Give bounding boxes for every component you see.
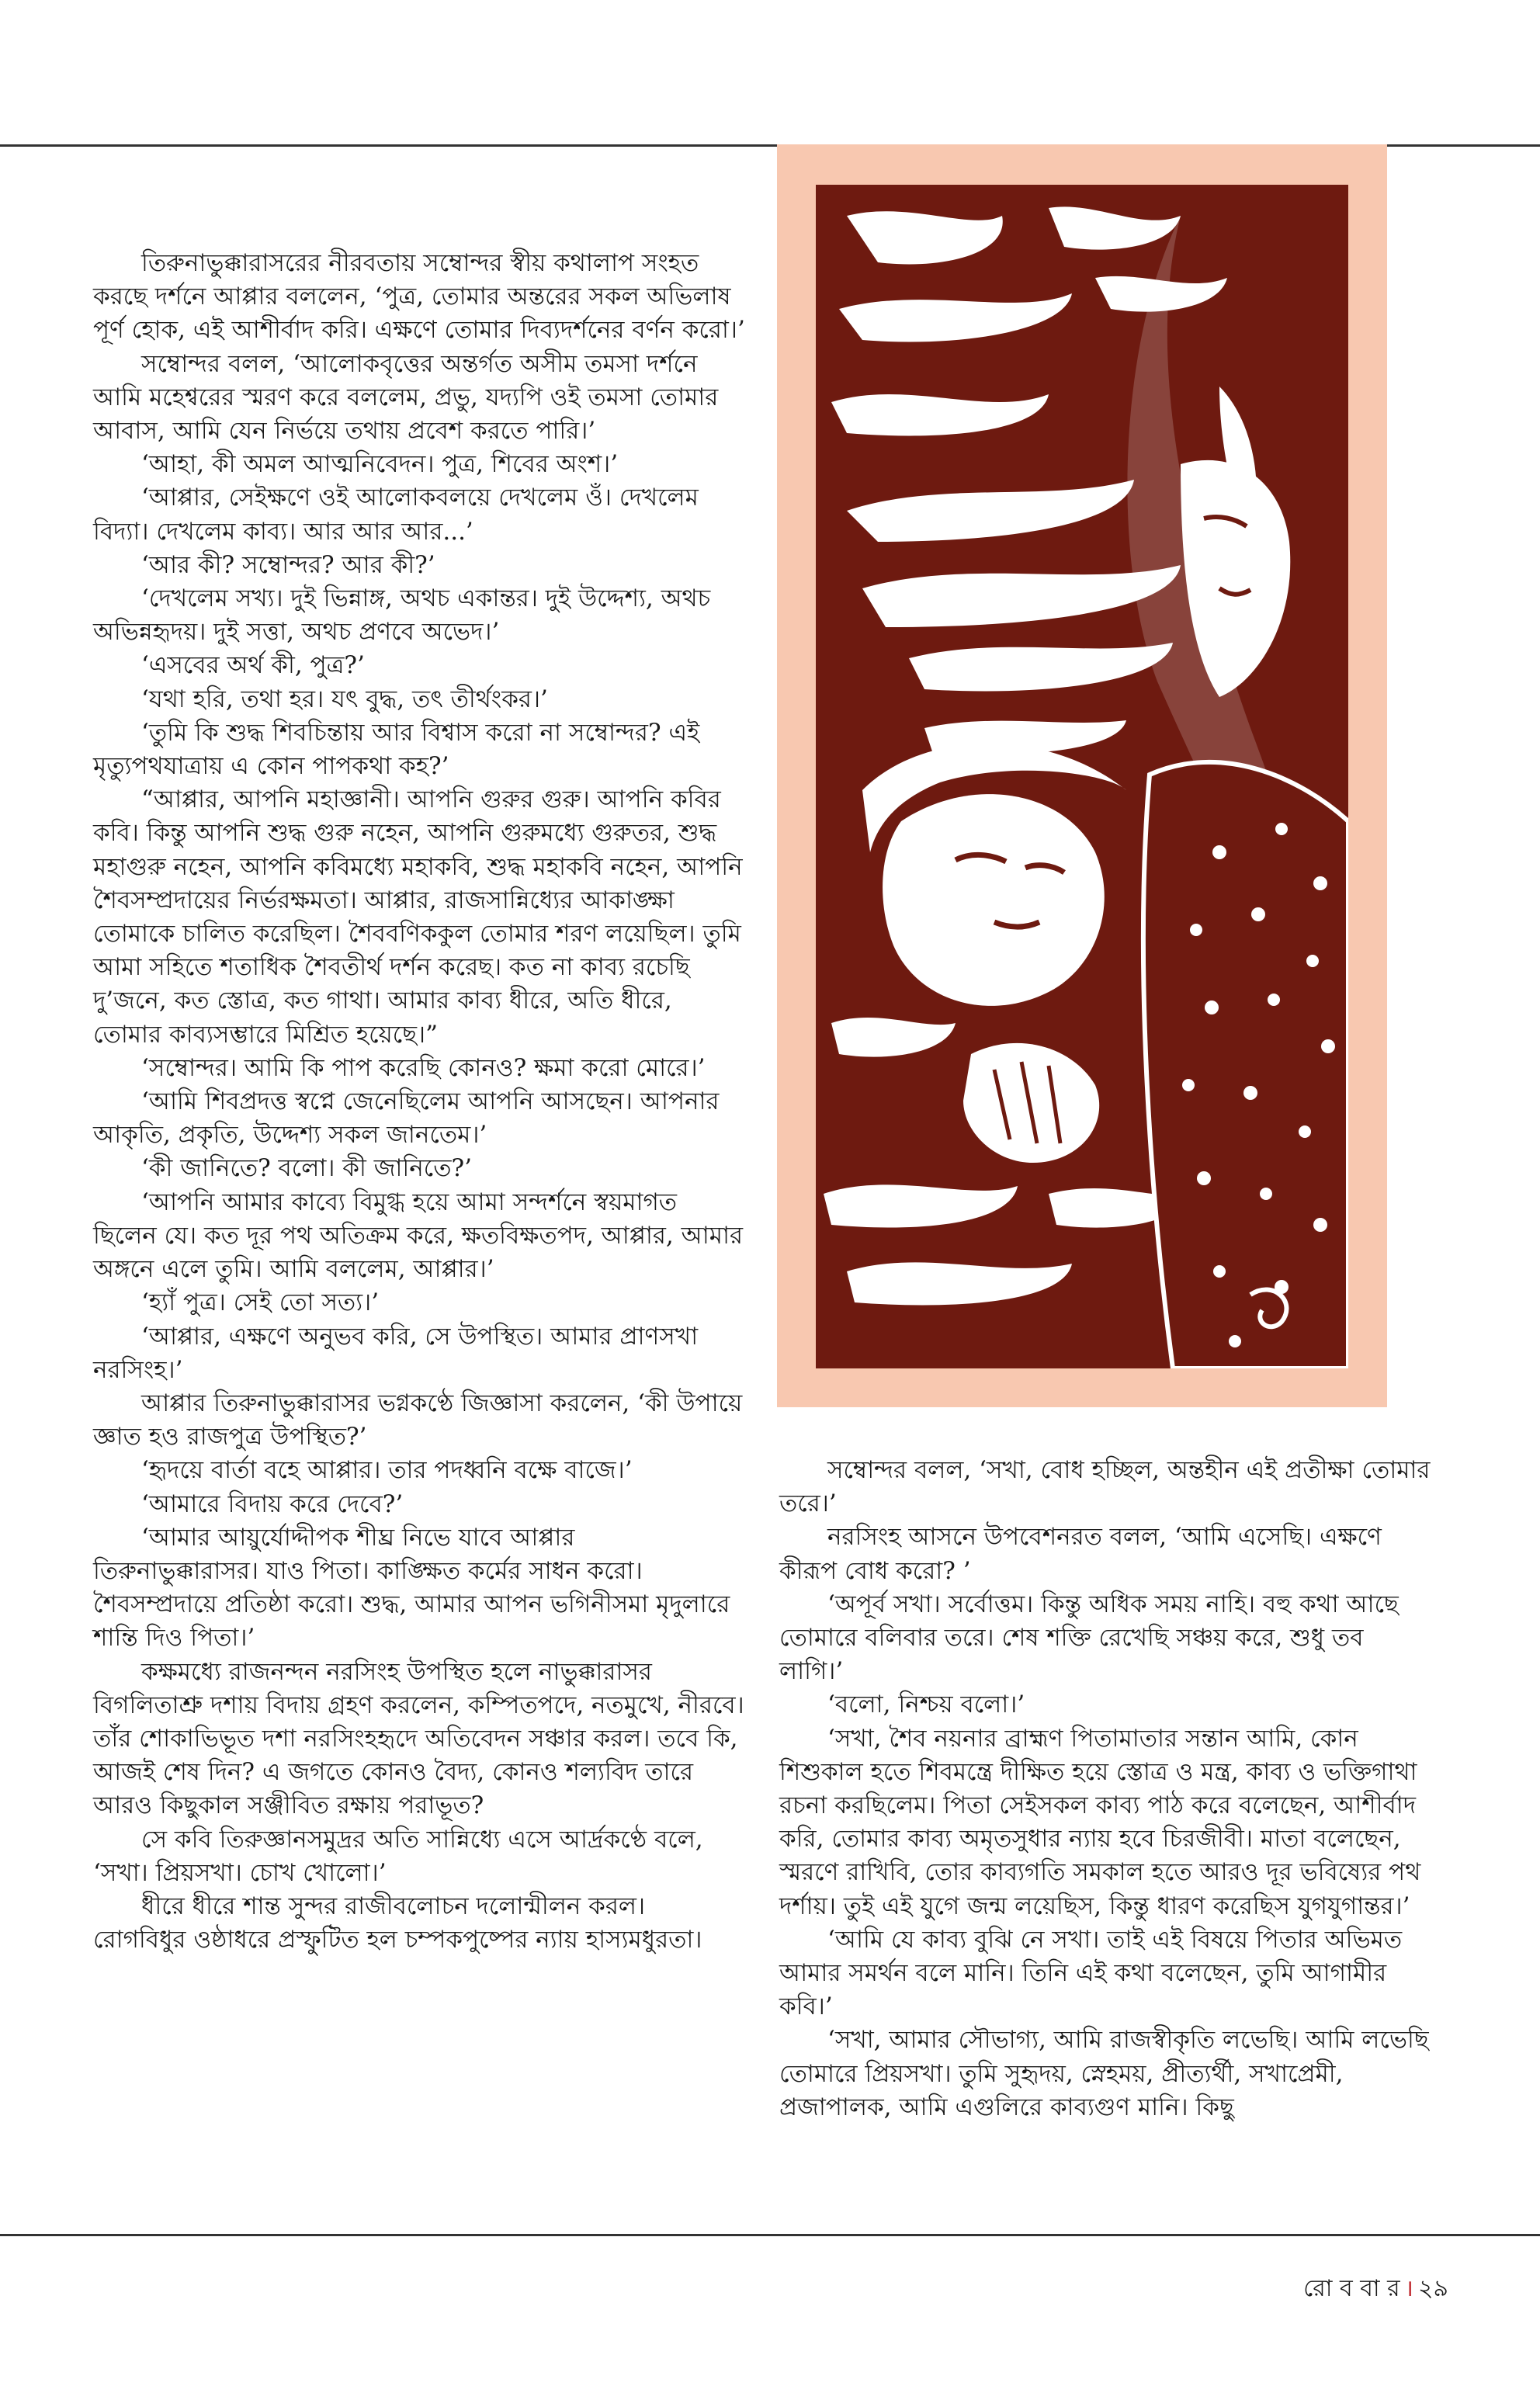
paragraph: ‘হৃদয়ে বার্তা বহে আপ্পার। তার পদধ্বনি বক্ষে বাজে।’ <box>141 1456 633 1485</box>
paragraph: ‘আপনি আমার কাব্যে বিমুগ্ধ হয়ে আমা সন্দর্শনে স্বয়মাগত ছিলেন যে। কত দূর পথ অতিক্রম করে, ক্ষতবিক্ষতপদ, আপ্পার, আমার অঙ্গনে এলে তুমি। আমি বললেম, আপ্পার।’ <box>93 1188 744 1284</box>
paragraph: ‘দেখলেম সখ্য। দুই ভিন্নাঙ্গ, অথচ একান্তর। দুই উদ্দেশ্য, অথচ অভিন্নহৃদয়। দুই সত্তা, অথচ প্রণবে অভেদ।’ <box>93 584 711 647</box>
paragraph: ‘আমারে বিদায় করে দেবে?’ <box>141 1490 404 1518</box>
left-text-column <box>93 247 745 1957</box>
paragraph: ‘তুমি কি শুদ্ধ শিবচিন্তায় আর বিশ্বাস করো না সম্বোন্দর? এই মৃত্যুপথযাত্রায় এ কোন পাপকথা কহ?’ <box>93 718 700 781</box>
paragraph: তিরুনাভুক্কারাসরের নীরবতায় সম্বোন্দর স্বীয় কথালাপ সংহত করছে দর্শনে আপ্পার বললেন, ‘পুত্র, তোমার অন্তরের সকল অভিলাষ পূর্ণ হোক, এই আশীর্বাদ করি। এক্ষণে তোমার দিব্যদর্শনের বর্ণন করো।’ <box>93 249 745 345</box>
bottom-rule <box>0 2234 1540 2236</box>
magazine-name: রো ব বা র <box>1303 2275 1400 2302</box>
paragraph: ‘এসবের অর্থ কী, পুত্র?’ <box>141 651 365 680</box>
paragraph: ‘সখা, আমার সৌভাগ্য, আমি রাজস্বীকৃতি লভেছি। আমি লভেছি তোমারে প্রিয়সখা। তুমি সুহৃদয়, স্নেহময়, প্রীত্যর্থী, সখাপ্রেমী, প্রজাপালক, আমি এগুলিরে কাব্যগুণ মানি। কিছু <box>779 2026 1429 2121</box>
footer-separator: । <box>1404 2275 1414 2302</box>
paragraph: কক্ষমধ্যে রাজনন্দন নরসিংহ উপস্থিত হলে নাভুক্কারাসর বিগলিতাশ্রু দশায় বিদায় গ্রহণ করলেন, কম্পিতপদে, নতমুখে, নীরবে। তাঁর শোকাভিভূত দশা নরসিংহহৃদে অতিবেদন সঞ্চার করল। তবে কি, আজই শেষ দিন? এ জগতে কোনও বৈদ্য, কোনও শল্যবিদ তারে আরও কিছুকাল সঞ্জীবিত রক্ষায় পরাভূত? <box>93 1657 744 1820</box>
paragraph: ‘আমার আয়ুর্যোদ্দীপক শীঘ্র নিভে যাবে আপ্পার তিরুনাভুক্কারাসর। যাও পিতা। কাঙ্ক্ষিত কর্মের সাধন করো। শৈবসম্প্রদায়ে প্রতিষ্ঠা করো। শুদ্ধ, আমার আপন ভগিনীসমা মৃদুলারে শান্তি দিও পিতা।’ <box>93 1523 730 1653</box>
paragraph: ‘আমি শিবপ্রদত্ত স্বপ্নে জেনেছিলেম আপনি আসছেন। আপনার আকৃতি, প্রকৃতি, উদ্দেশ্য সকল জানতেম।’ <box>93 1087 720 1150</box>
paragraph: ‘আহা, কী অমল আত্মনিবেদন। পুত্র, শিবের অংশ।’ <box>141 450 619 479</box>
paragraph: ‘হ্যাঁ পুত্র। সেই তো সত্য।’ <box>141 1288 380 1317</box>
paragraph: আপ্পার তিরুনাভুক্কারাসর ভগ্নকণ্ঠে জিজ্ঞাসা করলেন, ‘কী উপায়ে জ্ঞাত হও রাজপুত্র উপস্থিত?’ <box>93 1389 743 1451</box>
paragraph: ‘বলো, নিশ্চয় বলো।’ <box>827 1691 1025 1719</box>
paragraph: ‘আমি যে কাব্য বুঝি নে সখা। তাই এই বিষয়ে পিতার অভিমত আমার সমর্থন বলে মানি। তিনি এই কথা বলেছেন, তুমি আগামীর কবি।’ <box>779 1925 1403 2021</box>
paragraph: ‘আর কী? সম্বোন্দর? আর কী?’ <box>141 550 435 579</box>
page-footer <box>1303 2270 1448 2309</box>
paragraph: ‘অপূর্ব সখা। সর্বোত্তম। কিন্তু অধিক সময় নাহি। বহু কথা আছে তোমারে বলিবার তরে। শেষ শক্তি রেখেছি সঞ্চয় করে, শুধু তব লাগি।’ <box>779 1590 1399 1686</box>
paragraph: সে কবি তিরুজ্ঞানসমুদ্রর অতি সান্নিধ্যে এসে আর্দ্রকণ্ঠে বলে, ‘সখা। প্রিয়সখা। চোখ খোলো।’ <box>93 1825 703 1887</box>
paragraph: ধীরে ধীরে শান্ত সুন্দর রাজীবলোচন দলোন্মীলন করল। রোগবিধুর ওষ্ঠাধরে প্রস্ফুটিত হল চম্পকপুষ্পের ন্যায় হাস্যমধুরতা। <box>93 1892 702 1954</box>
illustration-frame <box>777 144 1387 1407</box>
woodcut-illustration <box>816 185 1348 1368</box>
paragraph: ‘সম্বোন্দর। আমি কি পাপ করেছি কোনও? ক্ষমা করো মোরে।’ <box>141 1053 706 1082</box>
paragraph: “আপ্পার, আপনি মহাজ্ঞানী। আপনি গুরুর গুরু। আপনি কবির কবি। কিন্তু আপনি শুদ্ধ গুরু নহেন, আপনি গুরুমধ্যে গুরুতর, শুদ্ধ মহাগুরু নহেন, আপনি কবিমধ্যে মহাকবি, শুদ্ধ মহাকবি নহেন, আপনি শৈবসম্প্রদায়ের নির্ভরক্ষমতা। আপ্পার, রাজসান্নিধ্যের আকাঙ্ক্ষা তোমাকে চালিত করেছিল। শৈববণিককুল তোমার শরণ লয়েছিল। তুমি আমা সহিতে শতাধিক শৈবতীর্থ দর্শন করেছ। কত না কাব্য রচেছি দু’জনে, কত স্তোত্র, কত গাথা। আমার কাব্য ধীরে, অতি ধীরে, তোমার কাব্যসম্ভারে মিশ্রিত হয়েছে।” <box>93 786 743 1049</box>
paragraph: ‘যথা হরি, তথা হর। যৎ বুদ্ধ, তৎ তীর্থংকর।’ <box>141 685 548 713</box>
paragraph: সম্বোন্দর বলল, ‘আলোকবৃত্তের অন্তর্গত অসীম তমসা দর্শনে আমি মহেশ্বরের স্মরণ করে বললেম, প্রভু, যদ্যপি ওই তমসা তোমার আবাস, আমি যেন নির্ভয়ে তথায় প্রবেশ করতে পারি।’ <box>93 349 719 446</box>
paragraph: ‘কী জানিতে? বলো। কী জানিতে?’ <box>141 1154 472 1183</box>
paragraph: সম্বোন্দর বলল, ‘সখা, বোধ হচ্ছিল, অন্তহীন এই প্রতীক্ষা তোমার তরে।’ <box>779 1456 1431 1518</box>
paragraph: ‘সখা, শৈব নয়নার ব্রাহ্মণ পিতামাতার সন্তান আমি, কোন শিশুকাল হতে শিবমন্ত্রে দীক্ষিত হয়ে স্তোত্র ও মন্ত্র, কাব্য ও ভক্তিগাথা রচনা করছিলেম। পিতা সেইসকল কাব্য পাঠ করে বলেছেন, আশীর্বাদ করি, তোমার কাব্য অমৃতসুধার ন্যায় হবে চিরজীবী। মাতা বলেছেন, স্মরণে রাখিবি, তোর কাব্যগতি সমকাল হতে আরও দূর ভবিষ্যের পথ দর্শায়। তুই এই যুগে জন্ম লয়েছিস, কিন্তু ধারণ করেছিস যুগযুগান্তর।’ <box>779 1724 1421 1920</box>
right-text-column <box>779 1454 1431 2124</box>
paragraph: ‘আপ্পার, এক্ষণে অনুভব করি, সে উপস্থিত। আমার প্রাণসখা নরসিংহ।’ <box>93 1322 699 1384</box>
paragraph: নরসিংহ আসনে উপবেশনরত বলল, ‘আমি এসেছি। এক্ষণে কীরূপ বোধ করো? ’ <box>779 1523 1382 1585</box>
page-number: ২৯ <box>1418 2275 1448 2302</box>
paragraph: ‘আপ্পার, সেইক্ষণে ওই আলোকবলয়ে দেখলেম ওঁ। দেখলেম বিদ্যা। দেখলেম কাব্য। আর আর আর...’ <box>93 484 699 546</box>
